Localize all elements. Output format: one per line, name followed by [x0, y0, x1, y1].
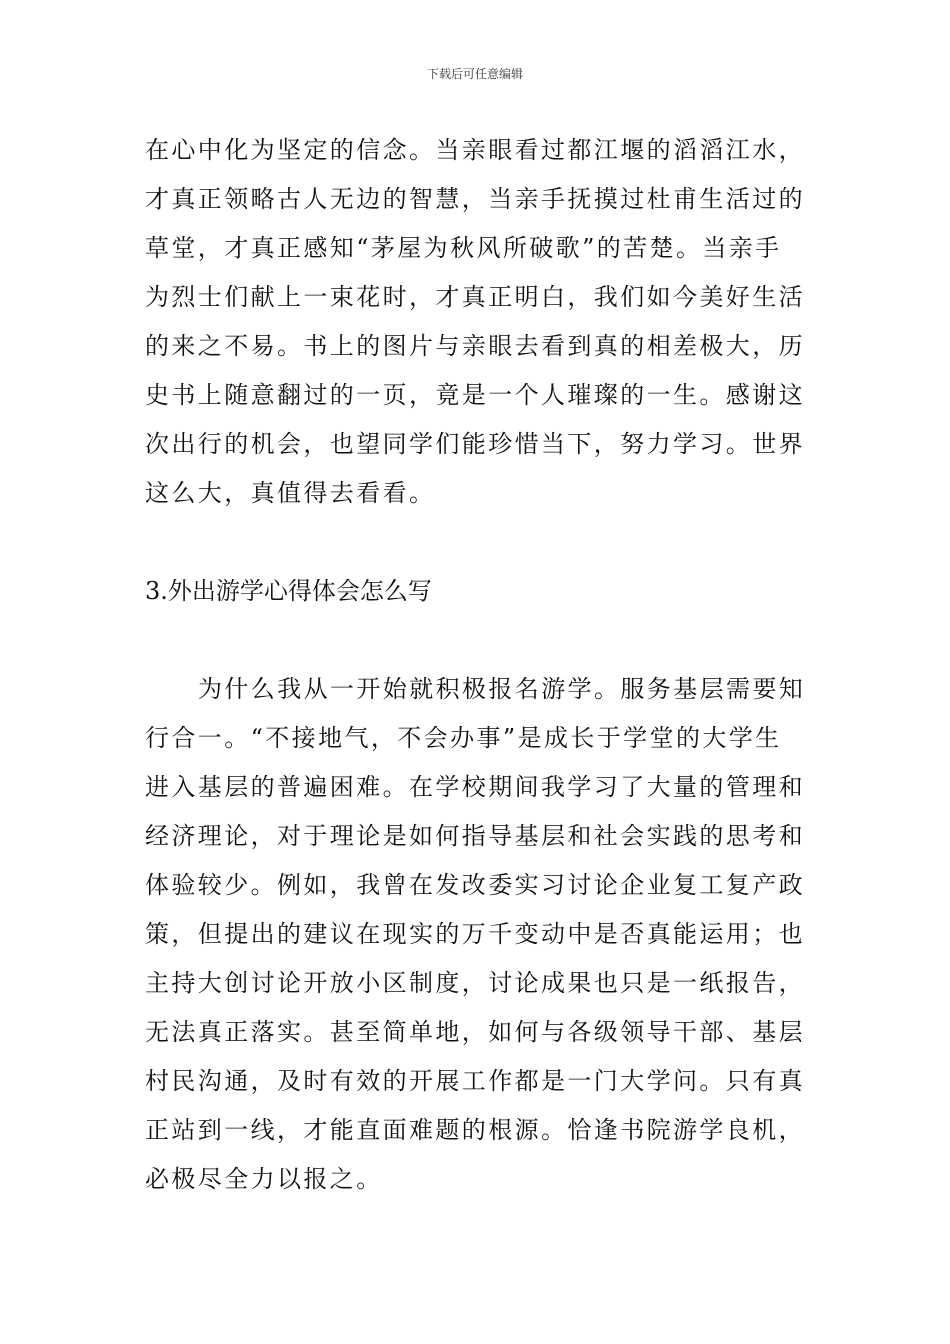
paragraph-line: 为什么我从一开始就积极报名游学。服务基层需要知	[198, 675, 806, 703]
paragraph-line: 正站到一线，才能直面难题的根源。恰逢书院游学良机，	[145, 1116, 805, 1144]
paragraph-line: 体验较少。例如，我曾在发改委实习讨论企业复工复产政	[145, 871, 805, 899]
paragraph-line: 的来之不易。书上的图片与亲眼去看到真的相差极大，历	[145, 332, 805, 360]
paragraph-line: 这么大，真值得去看看。	[145, 479, 436, 507]
paragraph-line: 在心中化为坚定的信念。当亲眼看过都江堰的滔滔江水，	[145, 136, 805, 164]
paragraph-line: 策，但提出的建议在现实的万千变动中是否真能运用；也	[145, 920, 805, 948]
paragraph-line: 草堂，才真正感知“茅屋为秋风所破歌”的苦楚。当亲手	[145, 234, 782, 262]
paragraph-line: 次出行的机会，也望同学们能珍惜当下，努力学习。世界	[145, 430, 805, 458]
paragraph-line: 史书上随意翻过的一页，竟是一个人璀璨的一生。感谢这	[145, 381, 805, 409]
paragraph-line: 进入基层的普遍困难。在学校期间我学习了大量的管理和	[145, 773, 805, 801]
paragraph-line: 才真正领略古人无边的智慧，当亲手抚摸过杜甫生活过的	[145, 185, 805, 213]
page-header: 下载后可任意编辑	[426, 67, 523, 81]
paragraph-2	[145, 665, 810, 1204]
paragraph-line: 经济理论，对于理论是如何指导基层和社会实践的思考和	[145, 822, 805, 850]
paragraph-line: 无法真正落实。甚至简单地，如何与各级领导干部、基层	[145, 1018, 805, 1046]
paragraph-line: 必极尽全力以报之。	[145, 1165, 383, 1193]
section-heading: 3.外出游学心得体会怎么写	[145, 577, 432, 605]
paragraph-line: 为烈士们献上一束花时，才真正明白，我们如今美好生活	[145, 283, 805, 311]
paragraph-1	[145, 126, 810, 518]
paragraph-line: 村民沟通，及时有效的开展工作都是一门大学问。只有真	[145, 1067, 805, 1095]
document-body	[145, 126, 810, 1204]
paragraph-line: 主持大创讨论开放小区制度，讨论成果也只是一纸报告，	[145, 969, 805, 997]
paragraph-line: 行合一。“不接地气，不会办事”是成长于学堂的大学生	[145, 724, 782, 752]
